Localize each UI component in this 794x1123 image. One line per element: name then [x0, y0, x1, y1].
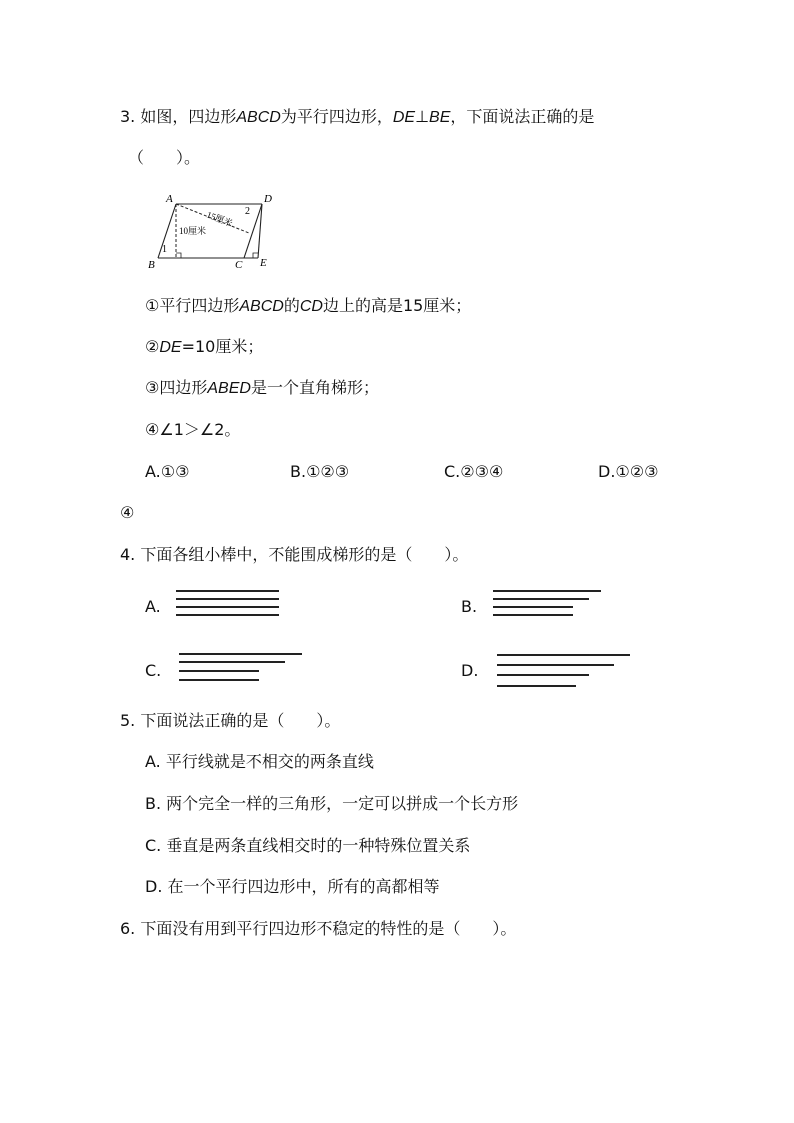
q4-stem: 4. 下面各组小棒中，不能围成梯形的是（ ）。 [120, 545, 469, 564]
q5-option-b: B. 两个完全一样的三角形，一定可以拼成一个长方形 [145, 794, 519, 813]
stick [493, 614, 573, 616]
stick [493, 606, 573, 608]
stick [179, 653, 302, 655]
label-10: 10厘米 [179, 226, 207, 236]
stick [497, 685, 576, 687]
label-a: A [166, 193, 173, 205]
right-angle-e [253, 253, 258, 258]
stick [493, 598, 589, 600]
q3-option-b: B.①②③ [290, 462, 350, 481]
q4-label-c: C. [145, 661, 162, 680]
label-d: D [264, 193, 272, 205]
q4-label-d: D. [461, 661, 479, 680]
q5-stem: 5. 下面说法正确的是（ ）。 [120, 711, 341, 730]
q3-parallelogram-figure [140, 188, 280, 272]
q3-answer-blank: （ ）。 [128, 148, 201, 167]
stick [179, 679, 259, 681]
stick [497, 654, 630, 656]
q3-option-c: C.②③④ [444, 462, 504, 481]
label-c: C [235, 259, 243, 271]
stick [176, 614, 279, 616]
q3-statement-4: ④∠1＞∠2。 [145, 420, 241, 439]
q3-statement-3: ③四边形ABED是一个直角梯形； [145, 378, 379, 397]
q3-option-d: D.①②③ [598, 462, 659, 481]
q5-option-c: C. 垂直是两条直线相交时的一种特殊位置关系 [145, 836, 471, 855]
q5-option-a: A. 平行线就是不相交的两条直线 [145, 752, 374, 771]
stick [176, 598, 279, 600]
q6-stem: 6. 下面没有用到平行四边形不稳定的特性的是（ ）。 [120, 919, 517, 938]
stick [176, 590, 279, 592]
label-angle1: 1 [162, 244, 167, 255]
label-b: B [148, 259, 155, 271]
q5-option-d: D. 在一个平行四边形中，所有的高都相等 [145, 877, 440, 896]
q4-label-a: A. [145, 597, 161, 616]
right-angle-b [176, 253, 181, 258]
q3-option-d-wrap: ④ [120, 503, 135, 522]
q3-statement-2: ②DE=10厘米； [145, 337, 264, 356]
stick [179, 670, 259, 672]
q3-stem: 3. 如图，四边形ABCD为平行四边形，DE⊥BE，下面说法正确的是 [120, 107, 595, 126]
q3-statement-1: ①平行四边形ABCD的CD边上的高是15厘米； [145, 296, 472, 315]
stick [497, 674, 589, 676]
edge-ab [158, 204, 176, 258]
stick [176, 606, 279, 608]
edge-de [258, 204, 262, 258]
q3-option-a: A.①③ [145, 462, 190, 481]
stick [497, 664, 614, 666]
stick [493, 590, 601, 592]
label-angle2: 2 [245, 206, 250, 217]
label-e: E [260, 257, 267, 269]
q4-label-b: B. [461, 597, 478, 616]
stick [179, 661, 285, 663]
label-15: 15厘米 [205, 209, 235, 229]
